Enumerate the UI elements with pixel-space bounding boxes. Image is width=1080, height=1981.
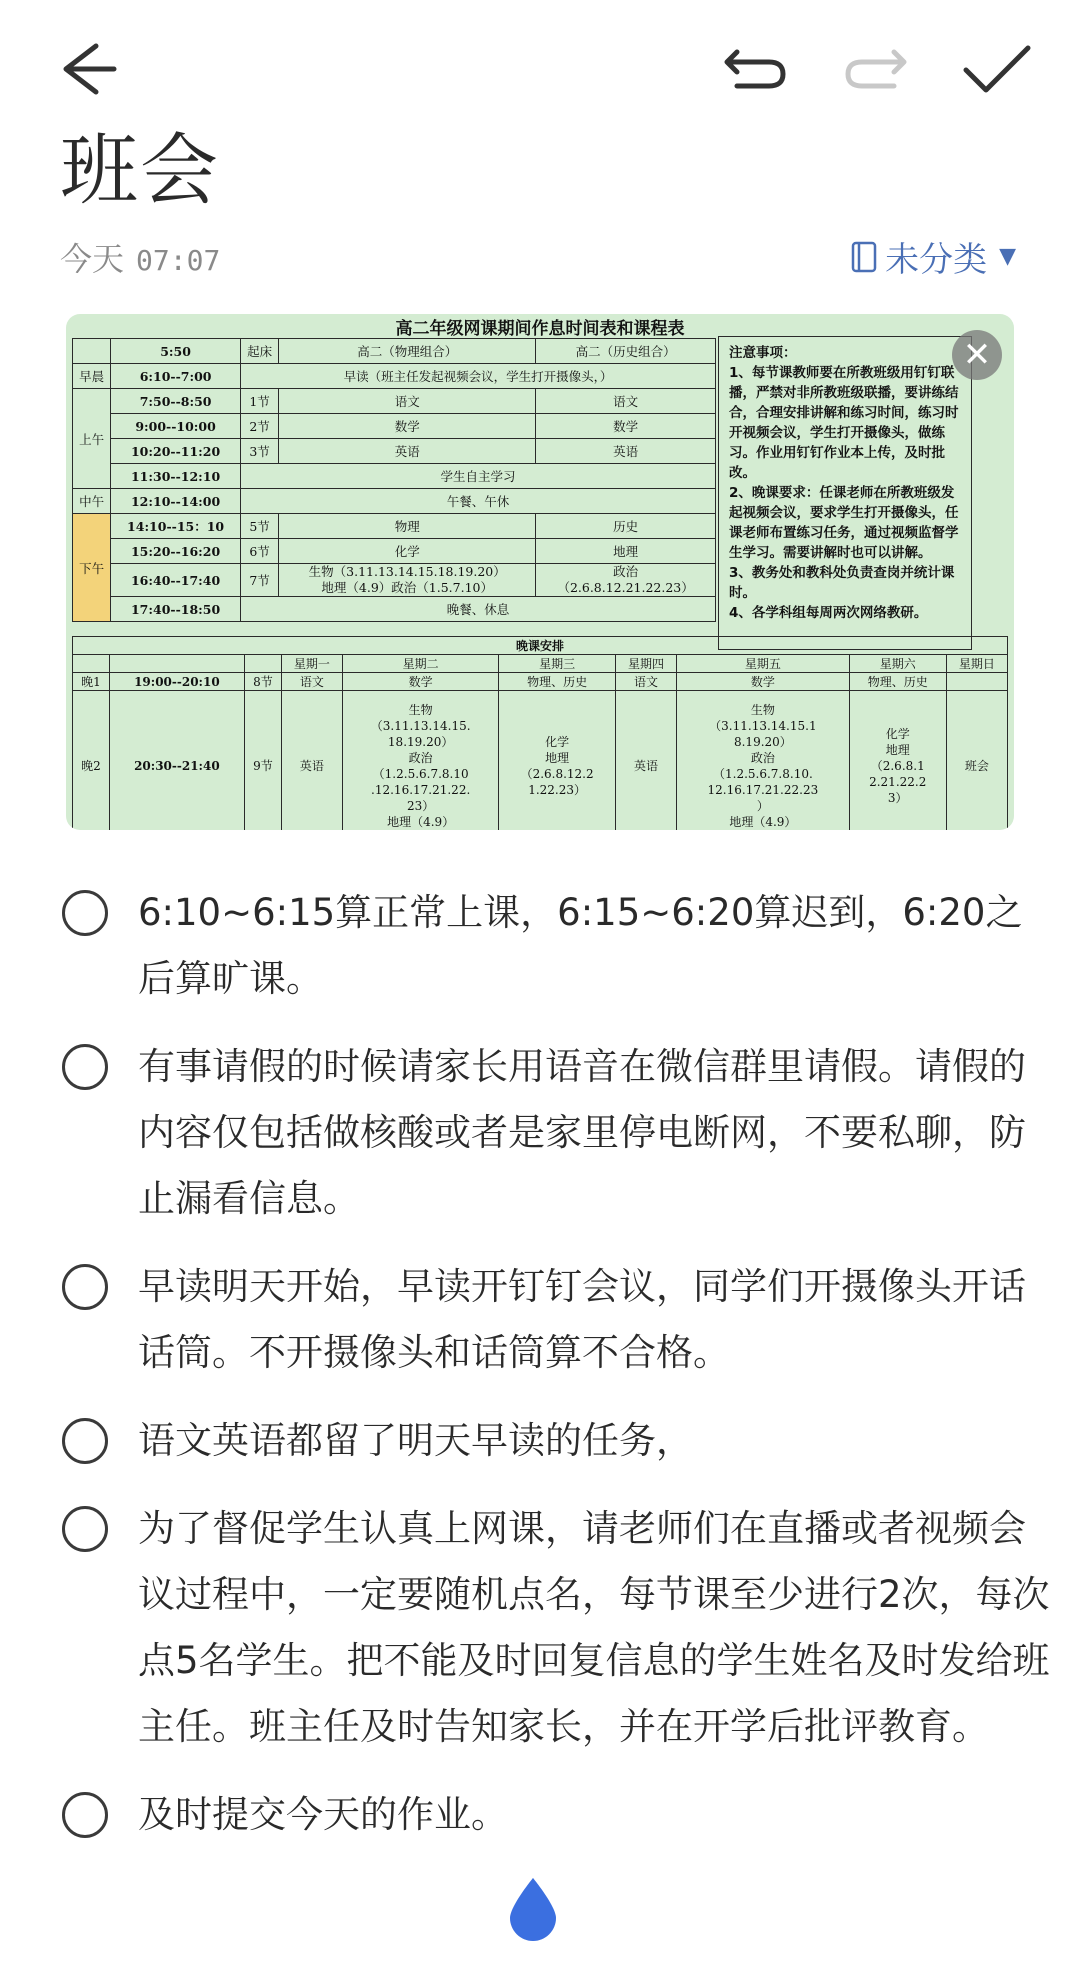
weekday-header: 星期二: [342, 655, 498, 673]
time-cell: 14:10--15：10: [111, 514, 241, 539]
evening-session: 9节: [245, 691, 282, 831]
header-physics: 高二（物理组合）: [279, 339, 536, 364]
checklist-text[interactable]: 为了督促学生认真上网课，请老师们在直播或者视频会议过程中，一定要随机点名，每节课至少进行2次，每次点5名学生。把不能及时回复信息的学生姓名及时发给班主任。班主任及时告知家长，并在开学后批评教育。: [138, 1507, 1050, 1748]
evening-schedule-table: [72, 636, 1008, 830]
group-cell: 下午: [73, 514, 111, 622]
time-cell: 11:30--12:10: [111, 464, 241, 489]
notes-box: [718, 336, 972, 650]
evening-time: 19:00--20:10: [109, 673, 244, 691]
evening-cell: 生物 （3.11.13.14.15. 18.19.20） 政治 （1.2.5.6.7.8.10 .12.16.17.21.22. 23） 地理（4.9）: [342, 691, 498, 831]
evening-cell: 英语: [281, 691, 342, 831]
checklist-text[interactable]: 及时提交今天的作业。: [138, 1793, 508, 1836]
history-cell: 历史: [536, 514, 716, 539]
evening-cell: 英语: [615, 691, 676, 831]
redo-icon[interactable]: [836, 34, 916, 104]
evening-time: 20:30--21:40: [109, 691, 244, 831]
blank-cell: [73, 655, 110, 673]
physics-cell: 物理: [279, 514, 536, 539]
confirm-check-icon[interactable]: [956, 34, 1036, 104]
checklist-item: [0, 1408, 1080, 1474]
note-line: 3、教务处和教科处负责查岗并统计课时。: [729, 565, 955, 601]
time-cell: 16:40--17:40: [111, 564, 241, 597]
group-cell: 早晨: [73, 364, 111, 389]
history-cell: 数学: [536, 414, 716, 439]
evening-cell: 语文: [281, 673, 342, 691]
session-cell: 5节: [241, 514, 279, 539]
note-title[interactable]: 班会: [60, 126, 221, 216]
checkbox-circle-icon[interactable]: [62, 1418, 108, 1464]
activity-cell: 学生自主学习: [241, 464, 716, 489]
blank-cell: [245, 655, 282, 673]
time-cell: 10:20--11:20: [111, 439, 241, 464]
group-cell: 上午: [73, 389, 111, 489]
evening-cell: 生物 （3.11.13.14.15.1 8.19.20） 政治 （1.2.5.6.7.8.10. 12.16.17.21.22.23 ） 地理（4.9）: [677, 691, 850, 831]
time-label: 07:07: [136, 244, 221, 277]
activity-cell: 晚餐、休息: [241, 597, 716, 622]
weekday-header: 星期四: [615, 655, 676, 673]
evening-title: 晚课安排: [73, 637, 1008, 655]
category-selector[interactable]: [851, 232, 1016, 281]
activity-cell: 早读（班主任发起视频会议，学生打开摄像头，）: [241, 364, 716, 389]
physics-cell: 语文: [279, 389, 536, 414]
note-line: 1、每节课教师要在所教班级用钉钉联播，严禁对非所教班级联播，要讲练结合，合理安排讲解和练习时间，练习时开视频会议，学生打开摄像头，做练习。作业用钉钉作业本上传，及时批改。: [729, 365, 959, 481]
session-cell: 3节: [241, 439, 279, 464]
notebook-icon: [851, 241, 877, 273]
activity-cell: 午餐、午休: [241, 489, 716, 514]
checklist-item: [0, 1782, 1080, 1848]
time-cell: 15:20--16:20: [111, 539, 241, 564]
physics-cell: 数学: [279, 414, 536, 439]
history-cell: 政治 （2.6.8.12.21.22.23）: [536, 564, 716, 597]
evening-cell: [946, 673, 1007, 691]
evening-label: 晚1: [73, 673, 110, 691]
daily-schedule-table: [72, 338, 716, 622]
notes-title: 注意事项：: [729, 345, 797, 361]
time-cell: 17:40--18:50: [111, 597, 241, 622]
note-line: 4、各学科组每周两次网络教研。: [729, 605, 928, 621]
note-line: 2、晚课要求：任课老师在所教班级发起视频会议，要求学生打开摄像头，任课老师布置练习任务，通过视频监督学生学习。需要讲解时也可以讲解。: [729, 485, 959, 561]
evening-label: 晚2: [73, 691, 110, 831]
history-cell: 地理: [536, 539, 716, 564]
checklist: [0, 880, 1080, 1870]
blank-cell: [109, 655, 244, 673]
group-cell: 中午: [73, 489, 111, 514]
checklist-text[interactable]: 语文英语都留了明天早读的任务，: [138, 1419, 693, 1462]
schedule-title: 高二年级网课期间作息时间表和课程表: [395, 319, 685, 339]
physics-cell: 化学: [279, 539, 536, 564]
checklist-text[interactable]: 有事请假的时候请家长用语音在微信群里请假。请假的内容仅包括做核酸或者是家里停电断网，不要私聊，防止漏看信息。: [138, 1045, 1026, 1220]
history-cell: 语文: [536, 389, 716, 414]
session-cell: 6节: [241, 539, 279, 564]
undo-icon[interactable]: [715, 34, 795, 104]
time-cell: 12:10--14:00: [111, 489, 241, 514]
session-cell: 1节: [241, 389, 279, 414]
text-cursor-handle-icon[interactable]: [506, 1876, 560, 1942]
checklist-text[interactable]: 6:10~6:15算正常上课，6:15~6:20算迟到，6:20之后算旷课。: [138, 891, 1023, 1000]
back-arrow-icon[interactable]: [52, 34, 122, 104]
header-label: 起床: [241, 339, 279, 364]
physics-cell: 生物（3.11.13.14.15.18.19.20） 地理（4.9）政治（1.5.7.10）: [279, 564, 536, 597]
checkbox-circle-icon[interactable]: [62, 1506, 108, 1552]
group-cell: [73, 339, 111, 364]
weekday-header: 星期五: [677, 655, 850, 673]
weekday-header: 星期三: [499, 655, 616, 673]
evening-cell: 物理、历史: [849, 673, 946, 691]
time-cell: 9:00--10:00: [111, 414, 241, 439]
time-cell: 6:10--7:00: [111, 364, 241, 389]
category-label: 未分类: [885, 240, 988, 280]
schedule-image[interactable]: [66, 314, 1014, 830]
checklist-item: [0, 1254, 1080, 1386]
session-cell: 2节: [241, 414, 279, 439]
weekday-header: 星期六: [849, 655, 946, 673]
weekday-header: 星期日: [946, 655, 1007, 673]
evening-session: 8节: [245, 673, 282, 691]
weekday-header: 星期一: [281, 655, 342, 673]
physics-cell: 英语: [279, 439, 536, 464]
evening-cell: 化学 地理 （2.6.8.1 2.21.22.2 3）: [849, 691, 946, 831]
evening-cell: 班会: [946, 691, 1007, 831]
dropdown-caret-icon: ▼: [999, 244, 1016, 269]
checklist-text[interactable]: 早读明天开始，早读开钉钉会议，同学们开摄像头开话话筒。不开摄像头和话筒算不合格。: [138, 1265, 1026, 1374]
evening-cell: 物理、历史: [499, 673, 616, 691]
close-icon[interactable]: ✕: [952, 330, 1002, 380]
evening-cell: 化学 地理 （2.6.8.12.2 1.22.23）: [499, 691, 616, 831]
checklist-item: [0, 1496, 1080, 1760]
checkbox-circle-icon[interactable]: [62, 1044, 108, 1090]
checkbox-circle-icon[interactable]: [62, 890, 108, 936]
checkbox-circle-icon[interactable]: [62, 1264, 108, 1310]
note-timestamp: [60, 234, 220, 280]
date-label: 今天: [60, 240, 125, 278]
checkbox-circle-icon[interactable]: [62, 1792, 108, 1838]
evening-cell: 数学: [677, 673, 850, 691]
session-cell: 7节: [241, 564, 279, 597]
header-history: 高二（历史组合）: [536, 339, 716, 364]
checklist-item: [0, 1034, 1080, 1232]
checklist-item: [0, 880, 1080, 1012]
time-cell: 5:50: [111, 339, 241, 364]
evening-cell: 语文: [615, 673, 676, 691]
time-cell: 7:50--8:50: [111, 389, 241, 414]
history-cell: 英语: [536, 439, 716, 464]
evening-cell: 数学: [342, 673, 498, 691]
